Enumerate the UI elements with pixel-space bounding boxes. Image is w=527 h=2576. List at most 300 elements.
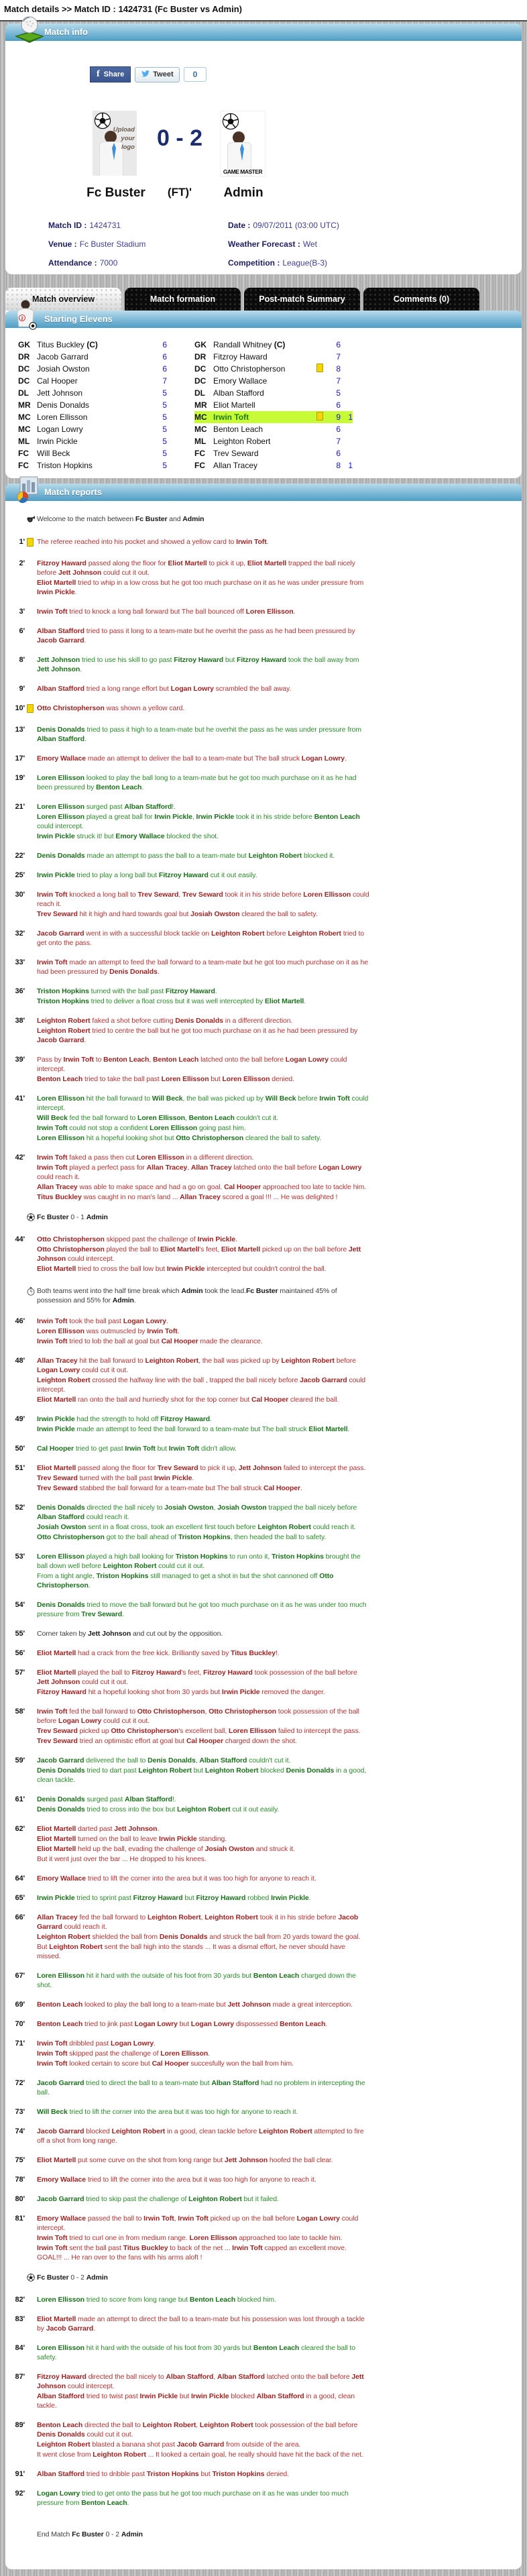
event-minute: 80' <box>15 2195 25 2203</box>
event-text: Irwin Toft knocked a long ball to Trev Seward, Trev Seward took it in his stride before Loren Ellisson could reach it. Trev Seward hit it high and hard towards goal but Josiah Owston cleared the ball to safety. <box>37 891 369 918</box>
event-minute: 44' <box>15 1235 25 1243</box>
event-icon-slot <box>27 1356 36 1405</box>
event-text: Leighton Robert faked a shot before cutting Denis Donalds in a different direction. Leighton Robert tried to centre the ball but he got too much purchase on it as he had been pressured by Jacob Garrard. <box>37 1017 358 1044</box>
player-row <box>194 363 353 375</box>
event-row <box>5 1356 522 1405</box>
event-text: The referee reached into his pocket and showed a yellow card to Irwin Toft. <box>37 538 269 546</box>
event-icon-slot <box>27 754 36 764</box>
player-name: Leighton Robert <box>213 437 271 446</box>
event-row <box>5 754 522 764</box>
event-text: Loren Ellisson surged past Alban Stafford!. Loren Ellisson played a great ball for Irwin Pickle, Irwin Pickle took it in his stride before Benton Leach could intercept. Irwin Pickle struck it! but Emory Wallace blocked the shot. <box>37 803 360 840</box>
event-row <box>5 514 522 526</box>
event-text: Jacob Garrard tried to direct the ball to a team-mate but Alban Stafford had no problem in intercepting the ball. <box>37 2079 365 2096</box>
event-minute: 84' <box>15 2344 25 2352</box>
player-position: DC <box>18 376 30 386</box>
event-minute: 1' <box>19 538 25 546</box>
event-minute: 72' <box>15 2079 25 2087</box>
clock-icon <box>27 1286 36 1306</box>
bottom-spacer <box>0 2569 527 2576</box>
event-row <box>5 1874 522 1884</box>
event-icon-slot <box>27 2469 36 2479</box>
event-icon-slot <box>27 2194 36 2204</box>
event-row <box>5 2489 522 2508</box>
event-text: Cal Hooper tried to get past Irwin Toft but Irwin Toft didn't allow. <box>37 1445 237 1453</box>
player-rating: 5 <box>162 388 167 398</box>
event-minute: 39' <box>15 1056 25 1064</box>
event-icon-slot <box>27 2530 36 2540</box>
event-minute: 33' <box>15 958 25 966</box>
event-text: Corner taken by Jett Johnson and cut out by the opposition. <box>37 1630 223 1638</box>
event-minute: 53' <box>15 1553 25 1561</box>
event-icon-slot <box>27 2314 36 2334</box>
event-text: Loren Ellisson hit it hard with the outside of his foot from 30 yards but Benton Leach charged down the shot. <box>37 1972 356 1989</box>
event-icon-slot <box>27 2019 36 2029</box>
event-text: Otto Christopherson was shown a yellow card. <box>37 704 185 712</box>
player-rating: 5 <box>162 449 167 458</box>
tweet-button[interactable] <box>135 67 179 82</box>
player-position: ML <box>18 437 30 446</box>
player-position: MC <box>194 425 207 434</box>
event-minute: 70' <box>15 2020 25 2028</box>
player-row <box>18 399 179 411</box>
event-icon-slot <box>27 2127 36 2146</box>
event-row <box>5 1444 522 1454</box>
event-text: Eliot Martell played the ball to Fitzroy Haward's feet, Fitzroy Haward took possession of the ball before Jett Johnson could cut it out. Fitzroy Haward hit a hopeful looking shot from 30 yards but Irwin Pickle removed the danger. <box>37 1669 357 1696</box>
event-minute: 56' <box>15 1649 25 1657</box>
event-icon-slot <box>27 1094 36 1143</box>
event-text: Emory Wallace passed the ball to Irwin Toft, Irwin Toft picked up on the ball before Logan Lowry could intercept. Irwin Toft tried to curl one in from medium range. Loren Ellisson approached too late to tackle him. Irwin Toft sent the ball past Titus Buckley to back of the net ... Irwin Toft capped an excellent move. GOAL!!! ... He ran over to the fans with his arms aloft ! <box>37 2215 359 2261</box>
player-rating: 5 <box>336 388 341 398</box>
event-icon-slot <box>27 2000 36 2010</box>
event-icon-slot <box>27 1600 36 1620</box>
event-row <box>5 1756 522 1785</box>
event-row <box>5 537 522 549</box>
event-minute: 65' <box>15 1894 25 1902</box>
event-minute: 61' <box>15 1795 25 1803</box>
event-row <box>5 2019 522 2029</box>
player-row <box>18 459 179 471</box>
event-icon-slot <box>27 1971 36 1991</box>
home-team-logo[interactable] <box>93 111 137 176</box>
event-minute: 81' <box>15 2215 25 2223</box>
match-reports-title: Match reports <box>44 487 102 497</box>
event-text: Eliot Martell darted past Jett Johnson. Eliot Martell turned on the ball to leave Irwin Pickle standing. Eliot Martell held up the ball, evading the challenge of Josiah Owston and struck it. But it went just over the bar ... He dropped to his knees. <box>37 1825 295 1863</box>
player-name: Alban Stafford <box>213 388 264 398</box>
event-icon-slot <box>27 607 36 617</box>
event-row <box>5 1648 522 1659</box>
match-status: (FT)' <box>167 186 192 199</box>
event-minute: 30' <box>15 891 25 899</box>
event-minute: 38' <box>15 1017 25 1025</box>
player-name: Fitzroy Haward <box>213 352 268 361</box>
event-minute: 82' <box>15 2296 25 2304</box>
player-rating: 6 <box>336 449 341 458</box>
player-row <box>18 339 179 351</box>
event-minute: 46' <box>15 1317 25 1325</box>
event-text: Otto Christopherson skipped past the challenge of Irwin Pickle. Otto Christopherson played the ball to Eliot Martell's feet, Eliot Martell picked up on the ball before Jett Johnson could intercept. Eliot Martell tried to cross the ball low but Irwin Pickle intercepted but couldn't control the ball. <box>37 1235 361 1273</box>
player-name: Titus Buckley (C) <box>37 340 98 349</box>
away-logo-caption: GAME MASTER <box>223 168 263 175</box>
event-icon-slot <box>27 1707 36 1746</box>
player-position: GK <box>194 340 207 349</box>
event-row <box>5 1463 522 1494</box>
event-row <box>5 1016 522 1046</box>
event-text: Allan Tracey fed the ball forward to Leighton Robert, Leighton Robert took it in his stride before Jacob Garrard could reach it. Leighton Robert shielded the ball from Denis Donalds and struck the ball from 20 yards toward the goal. But Leighton Robert sent the ball high into the stands ... It was a dismal effort, he never should have missed. <box>37 1913 361 1960</box>
event-icon-slot <box>27 2175 36 2185</box>
event-row <box>5 1971 522 1991</box>
home-team-name: Fc Buster <box>86 186 145 200</box>
player-name: Will Beck <box>37 449 70 458</box>
tab-match-formation[interactable]: Match formation <box>125 288 241 311</box>
player-position: GK <box>18 340 30 349</box>
player-name: Denis Donalds <box>37 400 90 410</box>
player-rating: 9 <box>336 412 341 422</box>
player-row <box>18 387 179 399</box>
event-icon-slot <box>27 1668 36 1697</box>
event-minute <box>9 514 25 526</box>
player-name: Loren Ellisson <box>37 412 88 422</box>
event-minute <box>9 1286 25 1306</box>
event-text: Irwin Pickle tried to play a long ball but Fitzroy Haward cut it out easily. <box>37 871 257 879</box>
event-icon-slot <box>27 1055 36 1084</box>
event-row <box>5 2214 522 2263</box>
match-info-panel <box>5 23 522 274</box>
player-rating: 6 <box>162 340 167 349</box>
event-text: Jacob Garrard blocked Leighton Robert in a good, clean tackle before Leighton Robert attempted to fire off a shot from long range. <box>37 2127 364 2145</box>
player-position: DL <box>18 388 29 398</box>
event-icon-slot <box>27 2343 36 2363</box>
event-text: Jacob Garrard delivered the ball to Denis Donalds, Alban Stafford couldn't cut it. Denis Donalds tried to dart past Leighton Robert but Leighton Robert blocked Denis Donalds in a good, clean tackle. <box>37 1756 367 1784</box>
event-minute: 87' <box>15 2373 25 2381</box>
event-icon-slot <box>27 1756 36 1785</box>
player-rating: 5 <box>162 412 167 422</box>
away-team-logo <box>220 111 266 177</box>
event-text: Emory Wallace made an attempt to deliver the ball to a team-mate but The ball struck Logan Lowry. <box>37 754 347 763</box>
player-row <box>18 435 179 447</box>
event-icon-slot <box>27 2372 36 2411</box>
event-row <box>5 958 522 977</box>
event-minute: 50' <box>15 1445 25 1453</box>
player-position: DR <box>18 352 30 361</box>
event-icon-slot <box>27 1235 36 1274</box>
event-icon-slot <box>27 2489 36 2508</box>
event-row <box>5 2175 522 2185</box>
player-position: FC <box>194 461 205 470</box>
match-id-row: Match ID : 1424731 <box>48 221 121 230</box>
player-rating: 6 <box>336 425 341 434</box>
event-text: Irwin Toft made an attempt to feed the ball forward to a team-mate but he got too much purchase on it as he had been pressured by Denis Donalds. <box>37 958 368 976</box>
player-row <box>18 351 179 363</box>
event-row <box>5 802 522 842</box>
starting-elevens-panel <box>5 311 522 478</box>
player-rating: 6 <box>336 340 341 349</box>
player-position: FC <box>194 449 205 458</box>
event-text: Irwin Toft faked a pass then cut Loren Ellisson in a different direction. Irwin Toft played a perfect pass for Allan Tracey, Allan Tracey latched onto the ball before Logan Lowry could reach it. Allan Tracey was able to make space and had a go on goal. Cal Hooper approached too late to tackle him. Titus Buckley was caught in no man's land ... Allan Tracey scored a goal !!! ... He was delighted ! <box>37 1154 367 1201</box>
soccer-ball-icon <box>94 112 111 133</box>
player-rating: 8 <box>336 364 341 374</box>
event-minute: 3' <box>19 608 25 616</box>
event-icon-slot <box>27 773 36 793</box>
event-row <box>5 1055 522 1084</box>
event-minute: 48' <box>15 1357 25 1365</box>
event-text: Loren Ellisson tried to score from long range but Benton Leach blocked him. <box>37 2296 276 2304</box>
event-row <box>5 1795 522 1815</box>
player-row <box>194 351 353 363</box>
event-text: Denis Donalds made an attempt to pass the ball to a team-mate but Leighton Robert blocked it. <box>37 852 335 860</box>
event-icon-slot <box>27 802 36 842</box>
event-text: Fc Buster 0 - 1 Admin <box>37 1213 108 1221</box>
tab-post-match-summary[interactable]: Post-match Summary <box>244 288 360 311</box>
player-position: MC <box>18 412 31 422</box>
event-row <box>5 2343 522 2363</box>
goal-score-line <box>5 2273 522 2284</box>
player-row <box>194 387 353 399</box>
event-row <box>5 2194 522 2204</box>
player-name: Eliot Martell <box>213 400 255 410</box>
event-minute: 8' <box>19 656 25 664</box>
event-text: Irwin Pickle had the strength to hold off Fitzroy Haward. Irwin Pickle made an attempt to feed the ball forward to a team-mate but The ball struck Eliot Martell. <box>37 1415 350 1433</box>
event-minute: 78' <box>15 2176 25 2184</box>
event-row <box>5 704 522 716</box>
match-details-left <box>48 221 145 277</box>
player-rating: 6 <box>162 352 167 361</box>
page-title: Match details >> Match ID : 1424731 (Fc Buster vs Admin) <box>4 4 242 14</box>
event-text: Jett Johnson tried to use his skill to go past Fitzroy Haward but Fitzroy Haward took the ball away from Jett Johnson. <box>37 656 359 673</box>
event-text: Emory Wallace tried to lift the corner into the area but it was too high for anyone to reach it. <box>37 1874 316 1883</box>
player-rating: 8 <box>336 461 341 470</box>
event-row <box>5 2295 522 2305</box>
player-position: MC <box>194 412 207 422</box>
tab-comments[interactable]: Comments (0) <box>363 288 479 311</box>
yellow-card-icon <box>27 704 36 716</box>
event-row <box>5 2039 522 2069</box>
event-minute: 92' <box>15 2489 25 2498</box>
match-info-header <box>5 23 522 41</box>
event-row <box>5 1600 522 1620</box>
event-text: Fc Buster 0 - 2 Admin <box>37 2274 108 2282</box>
event-minute: 57' <box>15 1669 25 1677</box>
event-minute <box>9 1213 25 1224</box>
player-rating: 5 <box>162 425 167 434</box>
player-position: DL <box>194 388 205 398</box>
event-minute: 66' <box>15 1913 25 1921</box>
event-minute: 62' <box>15 1825 25 1833</box>
soccer-ball-icon <box>222 113 239 133</box>
event-icon-slot <box>27 2078 36 2098</box>
player-row <box>194 399 353 411</box>
event-minute: 9' <box>19 685 25 693</box>
event-icon-slot <box>27 2420 36 2460</box>
event-minute: 69' <box>15 2001 25 2009</box>
event-icon-slot <box>27 626 36 646</box>
away-team-name: Admin <box>223 186 264 200</box>
page-header <box>0 0 527 21</box>
player-row <box>194 339 353 351</box>
event-icon-slot <box>27 684 36 694</box>
match-details-right <box>228 221 339 277</box>
event-minute: 2' <box>19 559 25 567</box>
match-reports-body <box>5 501 522 2569</box>
ball-icon <box>27 1213 36 1224</box>
player-name: Josiah Owston <box>37 364 90 374</box>
event-row <box>5 1824 522 1864</box>
player-name: Irwin Toft <box>213 412 249 422</box>
event-icon-slot <box>27 1629 36 1639</box>
event-minute: 32' <box>15 930 25 938</box>
svg-text:2: 2 <box>21 317 23 321</box>
player-rating: 5 <box>162 461 167 470</box>
event-row <box>5 559 522 598</box>
event-text: Denis Donalds surged past Alban Stafford!. Denis Donalds tried to cross into the box but Leighton Robert cut it out easily. <box>37 1795 280 1813</box>
tweet-count[interactable]: 0 <box>184 67 207 82</box>
event-minute <box>9 2530 25 2540</box>
event-minute: 54' <box>15 1601 25 1609</box>
event-minute: 51' <box>15 1464 25 1472</box>
event-row <box>5 2078 522 2098</box>
share-row <box>90 66 207 82</box>
event-row <box>5 2000 522 2010</box>
event-text: Benton Leach looked to play the ball long to a team-mate but Jett Johnson made a great interception. <box>37 2001 353 2009</box>
event-row <box>5 607 522 617</box>
event-text: Denis Donalds tried to move the ball forward but he got too much purchase on it as he was under too much pressure from Trev Seward. <box>37 1601 367 1618</box>
player-rating: 7 <box>336 352 341 361</box>
event-icon-slot <box>27 725 36 744</box>
event-text: Jacob Garrard went in with a successful block tackle on Leighton Robert before Leighton Robert tried to get onto the pass. <box>37 930 365 947</box>
event-minute: 25' <box>15 871 25 879</box>
event-text: Logan Lowry tried to get onto the pass but he got too much purchase on it as he was under too much pressure from Benton Leach. <box>37 2489 349 2507</box>
event-row <box>5 2155 522 2166</box>
event-minute: 10' <box>15 704 25 712</box>
event-minute: 59' <box>15 1756 25 1765</box>
event-minute: 36' <box>15 987 25 995</box>
player-rating: 7 <box>162 376 167 386</box>
player-position: ML <box>194 437 207 446</box>
event-row <box>5 929 522 948</box>
event-text: Loren Ellisson played a high ball looking for Triston Hopkins to run onto it, Triston Hopkins brought the ball down well before Leighton Robert could cut it out. From a tight angle, Triston Hopkins still managed to get a shot in but the shot cannoned off Otto Christopherson. <box>37 1553 361 1589</box>
event-minute: 41' <box>15 1095 25 1103</box>
event-text: Irwin Pickle tried to sprint past Fitzroy Haward but Fitzroy Haward robbed Irwin Pickle. <box>37 1894 311 1902</box>
event-icon-slot <box>27 871 36 881</box>
event-row <box>5 1707 522 1746</box>
player-rating: 6 <box>336 400 341 410</box>
player-name: Jett Johnson <box>37 388 83 398</box>
tab-match-overview[interactable]: Match overview <box>5 288 121 311</box>
whistle-icon <box>27 514 36 526</box>
share-label: Share <box>103 70 125 78</box>
event-minute: 17' <box>15 754 25 763</box>
event-text: Loren Ellisson hit it hard with the outside of his foot from 30 yards but Benton Leach cleared the ball to safety. <box>37 2344 355 2361</box>
event-icon-slot <box>27 1648 36 1659</box>
starting-elevens-header <box>5 311 522 328</box>
event-icon-slot <box>27 2295 36 2305</box>
event-text: Allan Tracey hit the ball forward to Leighton Robert, the ball was picked up by Leighton Robert before Logan Lowry could cut it out. Leighton Robert crossed the halfway line with the ball , trapped the ball nicely before Jacob Garrard could intercept. Eliot Martell ran onto the ball and hurriedly shot for the top corner but Cal Hooper cleared the ball. <box>37 1357 366 1404</box>
player-name: Otto Christopherson <box>213 364 286 374</box>
player-rating: 6 <box>162 364 167 374</box>
match-score: 0 - 2 <box>156 125 203 151</box>
event-text: Triston Hopkins turned with the ball past Fitzroy Haward. Triston Hopkins tried to deliver a float cross but it was well intercepted by Eliot Martell. <box>37 987 306 1005</box>
event-row <box>5 1235 522 1274</box>
event-text: Jacob Garrard tried to skip past the challenge of Leighton Robert but it failed. <box>37 2195 279 2203</box>
event-text: Eliot Martell put some curve on the shot from long range but Jett Johnson hoofed the ball clear. <box>37 2156 333 2164</box>
event-icon-slot <box>27 929 36 948</box>
player-name: Benton Leach <box>213 425 264 434</box>
facebook-share-button[interactable] <box>90 66 131 82</box>
player-row <box>194 447 353 459</box>
event-text: Emory Wallace tried to lift the corner into the area but it was too high for anyone to reach it. <box>37 2176 316 2184</box>
event-icon-slot <box>27 1016 36 1046</box>
player-row <box>18 447 179 459</box>
player-name: Cal Hooper <box>37 376 78 386</box>
match-reports-panel <box>5 484 522 2569</box>
event-row <box>5 1317 522 1347</box>
player-name: Allan Tracey <box>213 461 258 470</box>
event-row <box>5 871 522 881</box>
event-text: Both teams went into the half time break which Admin took the lead.Fc Buster maintained 45% of possession and 55% for Admin. <box>37 1287 337 1304</box>
event-minute: 21' <box>15 803 25 811</box>
event-text: Fitzroy Haward passed along the floor for Eliot Martell to pick it up, Eliot Martell trapped the ball nicely before Jett Johnson could cut it out. Eliot Martell tried to whip in a low cross but he got too much purchase on it as he was under pressure from Irwin Pickle. <box>37 559 364 596</box>
player-row <box>194 435 353 447</box>
event-icon-slot <box>27 1503 36 1543</box>
event-text: Eliot Martell passed along the floor for Trev Seward to pick it up, Jett Johnson failed to intercept the pass. Trev Seward turned with the ball past Irwin Pickle. Trev Seward stabbed the ball forward for a team-mate but The ball struck Cal Hooper. <box>37 1464 366 1492</box>
event-minute: 13' <box>15 726 25 734</box>
event-minute: 67' <box>15 1972 25 1980</box>
competition-row: Competition : League(B-3) <box>228 258 328 268</box>
player-name: Logan Lowry <box>37 425 83 434</box>
event-row <box>5 1153 522 1202</box>
player-position: DR <box>194 352 207 361</box>
player-row <box>18 411 179 423</box>
event-row <box>5 1893 522 1903</box>
event-row <box>5 1286 522 1306</box>
ball-icon <box>27 2273 36 2284</box>
event-icon-slot <box>27 1874 36 1884</box>
event-minute: 19' <box>15 774 25 782</box>
event-row <box>5 2420 522 2460</box>
event-row <box>5 2469 522 2479</box>
player-position: MR <box>194 400 207 410</box>
player-name: Jacob Garrard <box>37 352 89 361</box>
event-minute <box>9 2273 25 2284</box>
event-row <box>5 655 522 675</box>
event-icon-slot <box>27 2155 36 2166</box>
event-text: Will Beck tried to lift the corner into the area but it was too high for anyone to reach it. <box>37 2108 298 2116</box>
event-row <box>5 2107 522 2117</box>
event-row <box>5 684 522 694</box>
event-icon-slot <box>27 958 36 977</box>
date-row: Date : 09/07/2011 (03:00 UTC) <box>228 221 339 230</box>
event-icon-slot <box>27 1153 36 1202</box>
event-icon-slot <box>27 851 36 861</box>
event-row <box>5 626 522 646</box>
player-goals: 1 <box>348 461 353 470</box>
player-row <box>18 423 179 435</box>
player-row <box>194 375 353 387</box>
event-minute: 49' <box>15 1415 25 1423</box>
event-minute: 73' <box>15 2108 25 2116</box>
event-icon-slot <box>27 1414 36 1435</box>
event-text: Pass by Irwin Toft to Benton Leach, Benton Leach latched onto the ball before Logan Lowry could intercept. Benton Leach tried to take the ball past Loren Ellisson but Loren Ellisson denied. <box>37 1056 347 1083</box>
event-text: Irwin Toft tried to knock a long ball forward but The ball bounced off Loren Ellisson. <box>37 608 296 616</box>
event-text: Eliot Martell made an attempt to direct the ball to a team-mate but his possession was lost through a tackle by Jacob Garrard. <box>37 2315 365 2333</box>
event-row <box>5 725 522 744</box>
home-lineup <box>18 339 179 471</box>
event-minute: 42' <box>15 1154 25 1162</box>
event-text: Loren Ellisson looked to play the ball long to a team-mate but he got too much purchase on it as he had been pressured by Benton Leach. <box>37 774 357 791</box>
event-minute: 74' <box>15 2127 25 2135</box>
event-minute: 75' <box>15 2156 25 2164</box>
player-position: FC <box>18 461 29 470</box>
match-info-title: Match info <box>44 27 88 37</box>
